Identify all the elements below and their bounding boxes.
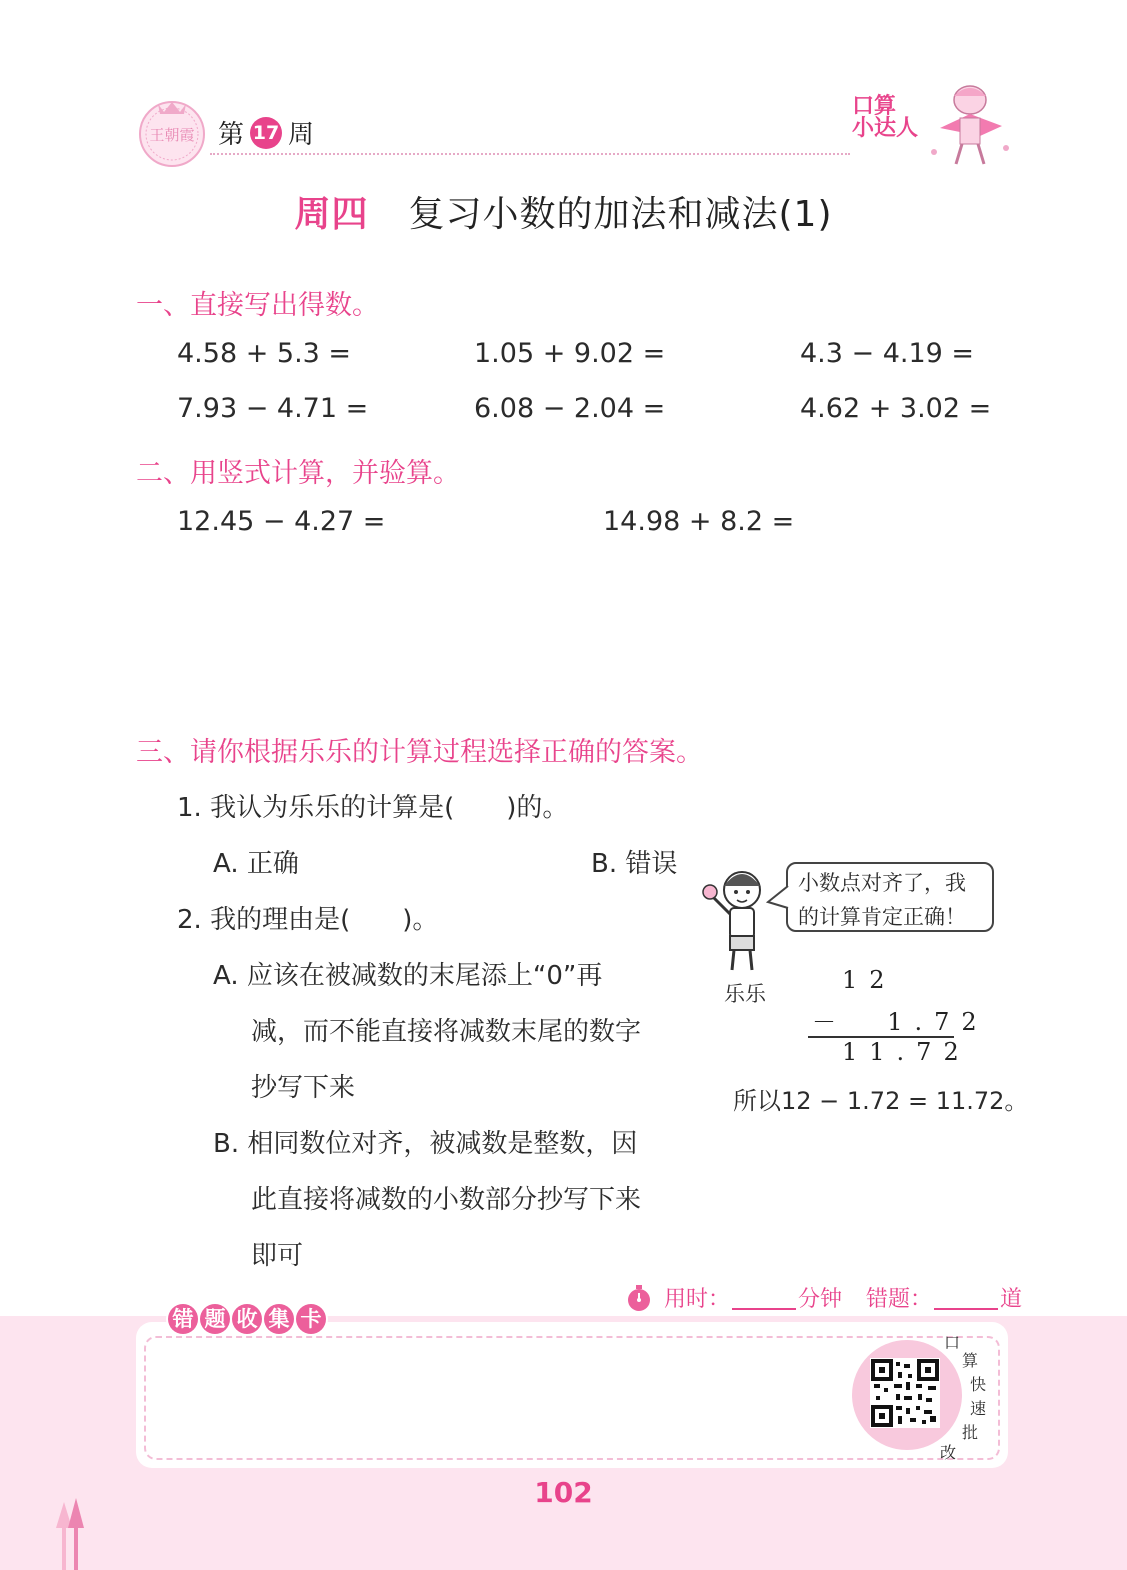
problem: 4.58 + 5.3 = xyxy=(177,338,352,369)
option-2a-line2: 减，而不能直接将减数末尾的数字 xyxy=(251,1017,642,1047)
qr-code-icon[interactable] xyxy=(870,1358,940,1428)
qr-caption-char: 改 xyxy=(940,1443,957,1462)
brand-line2: 小达人 xyxy=(852,116,919,141)
brand-logo xyxy=(852,96,924,140)
qr-caption-char: 快 xyxy=(970,1375,987,1394)
problem: 4.3 − 4.19 = xyxy=(800,338,975,369)
corner-arrows-decoration xyxy=(52,1498,92,1570)
option-2b-line2: 此直接将减数的小数部分抄写下来 xyxy=(251,1185,642,1215)
time-unit: 分钟 xyxy=(798,1287,843,1312)
timer-row xyxy=(624,1282,1022,1313)
section1-heading: 一、直接写出得数。 xyxy=(136,290,379,321)
title-day: 周四 xyxy=(294,194,369,235)
calc-subtrahend: － 1.72 xyxy=(812,1008,989,1036)
brand-character-illustration xyxy=(920,78,1016,168)
logo-seal xyxy=(136,96,208,168)
option-2a-line1: A. 应该在被减数的末尾添上“0”再 xyxy=(213,961,603,991)
tab-char: 收 xyxy=(232,1304,262,1334)
week-number-badge: 17 xyxy=(250,117,282,149)
option-2a-line3: 抄写下来 xyxy=(251,1073,356,1103)
section2-heading: 二、用竖式计算，并验算。 xyxy=(136,458,460,489)
option-1b: B. 错误 xyxy=(591,849,678,879)
error-unit: 道 xyxy=(1000,1287,1023,1312)
lele-character-illustration xyxy=(700,862,780,978)
brand-line1: 口算 xyxy=(852,94,897,119)
problem: 7.93 − 4.71 = xyxy=(177,393,369,424)
problem: 14.98 + 8.2 = xyxy=(603,506,795,537)
option-2b-line1: B. 相同数位对齐，被减数是整数，因 xyxy=(213,1129,638,1159)
stopwatch-icon xyxy=(624,1283,654,1313)
section3-heading: 三、请你根据乐乐的计算过程选择正确的答案。 xyxy=(136,737,703,768)
option-2b-line3: 即可 xyxy=(251,1241,304,1271)
problem: 1.05 + 9.02 = xyxy=(474,338,666,369)
problem: 4.62 + 3.02 = xyxy=(800,393,992,424)
time-label: 用时： xyxy=(664,1287,731,1312)
week-suffix: 周 xyxy=(288,120,315,150)
speech-bubble xyxy=(786,862,994,932)
header-divider xyxy=(210,153,850,155)
week-label xyxy=(218,114,314,151)
tab-char: 题 xyxy=(200,1304,230,1334)
character-name: 乐乐 xyxy=(724,982,766,1006)
bubble-tail xyxy=(766,884,790,912)
tab-char: 错 xyxy=(168,1304,198,1334)
qr-caption-char: 速 xyxy=(970,1399,987,1418)
problem: 6.08 − 2.04 = xyxy=(474,393,666,424)
question-2: 2. 我的理由是( )。 xyxy=(177,905,439,935)
option-1a: A. 正确 xyxy=(213,849,299,879)
week-prefix: 第 xyxy=(218,120,245,150)
time-blank[interactable] xyxy=(732,1286,796,1310)
calc-minuend: 12 xyxy=(842,966,897,994)
seal-text: 王朝霞 xyxy=(149,126,195,144)
qr-caption-char: 批 xyxy=(962,1423,979,1442)
calc-conclusion: 所以12 − 1.72 = 11.72。 xyxy=(733,1087,1029,1115)
bubble-line1: 小数点对齐了，我 xyxy=(798,871,966,895)
calc-result: 11.72 xyxy=(842,1038,971,1066)
tab-char: 卡 xyxy=(296,1304,326,1334)
tab-char: 集 xyxy=(264,1304,294,1334)
qr-caption-char: 口 xyxy=(944,1333,961,1352)
page-title xyxy=(0,186,1127,237)
bubble-line2: 的计算肯定正确！ xyxy=(798,905,966,929)
page-number: 102 xyxy=(534,1476,593,1509)
mistake-card-tab xyxy=(158,1304,336,1340)
error-label: 错题： xyxy=(866,1287,933,1312)
error-blank[interactable] xyxy=(934,1286,998,1310)
qr-caption-char: 算 xyxy=(962,1351,979,1370)
title-text: 复习小数的加法和减法(1) xyxy=(408,194,833,235)
problem: 12.45 − 4.27 = xyxy=(177,506,386,537)
question-1: 1. 我认为乐乐的计算是( )的。 xyxy=(177,793,569,823)
